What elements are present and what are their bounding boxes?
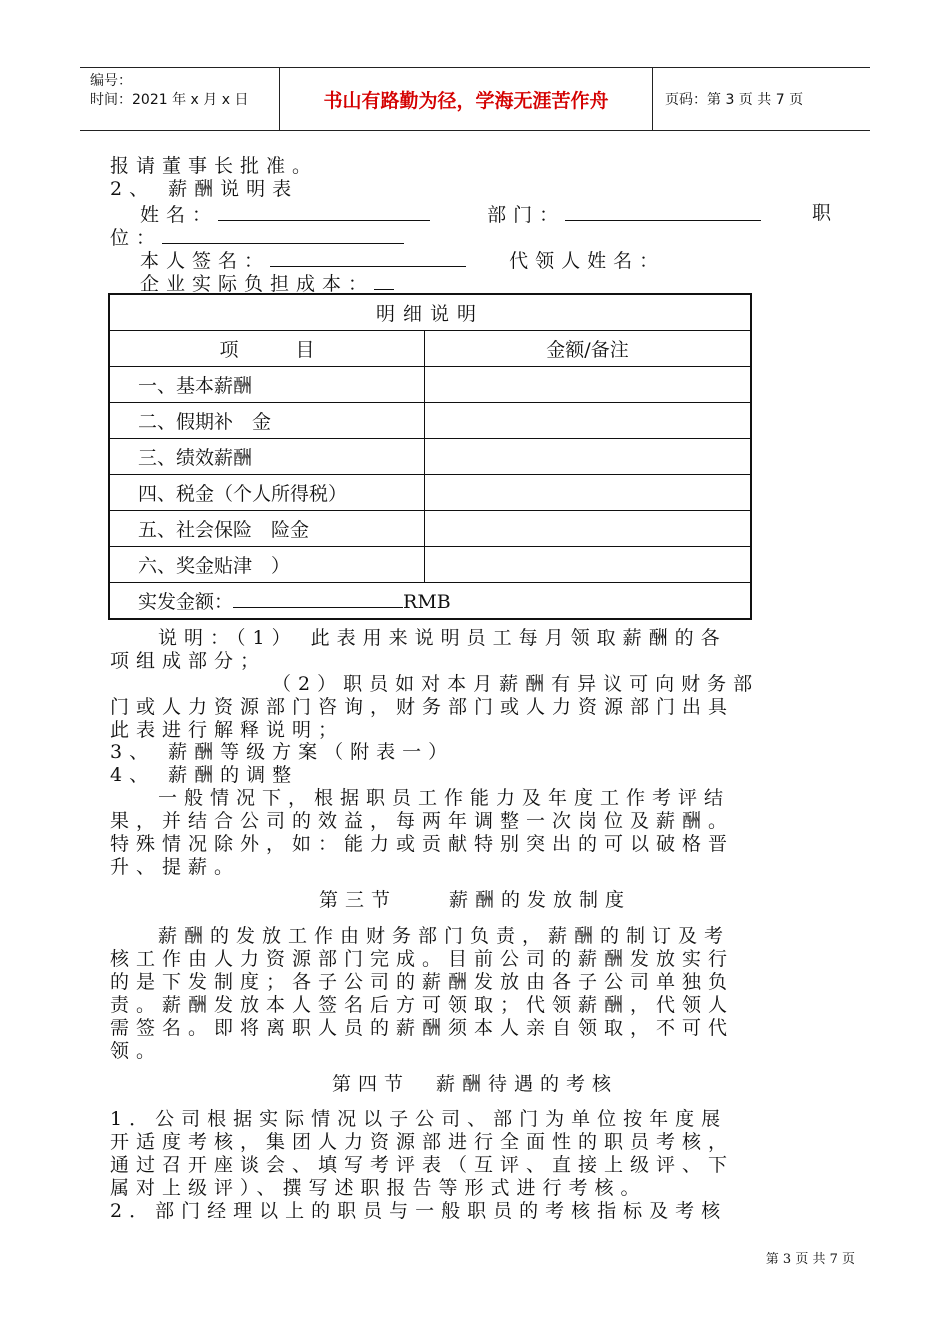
proxy-label: 代领人姓名：: [509, 250, 666, 272]
table-row: [109, 439, 751, 475]
paragraph-line: 特殊情况除外，如：能力或贡献特别突出的可以破格晋: [110, 833, 735, 855]
table-title: 明细说明: [109, 294, 751, 331]
paragraph-line: 果，并结合公司的效益，每两年调整一次岗位及薪酬。: [110, 810, 735, 832]
sign-blank: [270, 248, 466, 267]
row-label: 一、基本薪酬: [109, 367, 425, 403]
header-page-label: 页码：第 3 页 共 7 页: [665, 92, 804, 108]
section-heading: 2、 薪酬说明表: [110, 178, 299, 200]
paragraph-line: 责。薪酬发放本人签名后方可领取；代领薪酬，代领人: [110, 994, 735, 1016]
position-label-a: 职: [812, 202, 839, 224]
paragraph-line: 的是下发制度；各子公司的薪酬发放由各子公司单独负: [110, 971, 735, 993]
row-label: 五、社会保险 险金: [109, 511, 425, 547]
cost-field-row: [140, 271, 394, 295]
name-field-row: [140, 202, 761, 226]
table-row: [109, 367, 751, 403]
section-heading: 4、 薪酬的调整: [110, 764, 299, 786]
row-value: [425, 403, 752, 439]
paragraph-line: 通过召开座谈会、填写考评表（互评、直接上级评、下: [110, 1154, 735, 1176]
row-value: [425, 475, 752, 511]
section3-title: 第三节 薪酬的发放制度: [318, 889, 631, 911]
paragraph-line: 核工作由人力资源部门完成。目前公司的薪酬发放实行: [110, 948, 735, 970]
header-meta: [80, 68, 280, 130]
total-label: 实发金额：: [138, 591, 234, 613]
total-row: [109, 583, 751, 620]
name-blank: [218, 202, 430, 221]
cost-label: 企业实际负担成本：: [140, 273, 375, 295]
dept-blank: [565, 202, 761, 221]
row-label: 二、假期补 金: [109, 403, 425, 439]
paragraph-line: 属对上级评）、撰写述职报告等形式进行考核。: [110, 1177, 647, 1199]
section-heading: 3、 薪酬等级方案（附表一）: [110, 741, 455, 763]
paragraph-line: 1．公司根据实际情况以子公司、部门为单位按年度展: [110, 1108, 728, 1130]
paragraph-line: 开适度考核，集团人力资源部进行全面性的职员考核，: [110, 1131, 735, 1153]
col-header-amount: 金额/备注: [425, 331, 752, 367]
note-line: （2）职员如对本月薪酬有异议可向财务部: [272, 673, 760, 695]
position-label-b: 位：: [110, 227, 163, 249]
paragraph-line: 一般情况下，根据职员工作能力及年度工作考评结: [158, 787, 731, 809]
total-unit: RMB: [403, 591, 451, 613]
paragraph-line: 2．部门经理以上的职员与一般职员的考核指标及考核: [110, 1200, 728, 1222]
paragraph-line: 领。: [110, 1040, 163, 1062]
cost-blank: [374, 271, 394, 290]
total-cell: [109, 583, 751, 620]
note-line: 说明：（1） 此表用来说明员工每月领取薪酬的各: [158, 627, 727, 649]
note-line: 门或人力资源部门咨询，财务部门或人力资源部门出具: [110, 696, 735, 718]
position-field-row: [110, 225, 404, 249]
text-line: 报请董事长批准。: [110, 155, 319, 177]
section4-title: 第四节 薪酬待遇的考核: [331, 1073, 618, 1095]
salary-table: [108, 293, 752, 620]
row-value: [425, 547, 752, 583]
row-label: 四、税金（个人所得税）: [109, 475, 425, 511]
table-row: [109, 475, 751, 511]
table-row: [109, 403, 751, 439]
position-blank: [162, 225, 404, 244]
sign-label: 本人签名：: [140, 250, 271, 272]
paragraph-line: 需签名。即将离职人员的薪酬须本人亲自领取，不可代: [110, 1017, 735, 1039]
note-line: 项组成部分；: [110, 650, 267, 672]
header-motto: 书山有路勤为径，学海无涯苦作舟: [280, 68, 653, 130]
sign-field-row: [140, 248, 665, 272]
col-header-item: 项 目: [109, 331, 425, 367]
doc-time-label: 时间：2021 年 x 月 x 日: [90, 92, 249, 108]
name-label: 姓名：: [140, 204, 219, 226]
row-label: 三、绩效薪酬: [109, 439, 425, 475]
row-value: [425, 511, 752, 547]
total-blank: [233, 589, 403, 608]
row-value: [425, 439, 752, 475]
table-row: [109, 511, 751, 547]
doc-number-label: 编号：: [90, 73, 132, 89]
row-value: [425, 367, 752, 403]
paragraph-line: 升、提薪。: [110, 856, 241, 878]
note-line: 此表进行解释说明；: [110, 719, 345, 741]
page-header: [80, 67, 870, 131]
page-footer: 第 3 页 共 7 页: [765, 1252, 855, 1267]
paragraph-line: 薪酬的发放工作由财务部门负责，薪酬的制订及考: [158, 925, 731, 947]
table-row: [109, 547, 751, 583]
row-label: 六、奖金贴津 ）: [109, 547, 425, 583]
dept-label: 部门：: [487, 204, 566, 226]
